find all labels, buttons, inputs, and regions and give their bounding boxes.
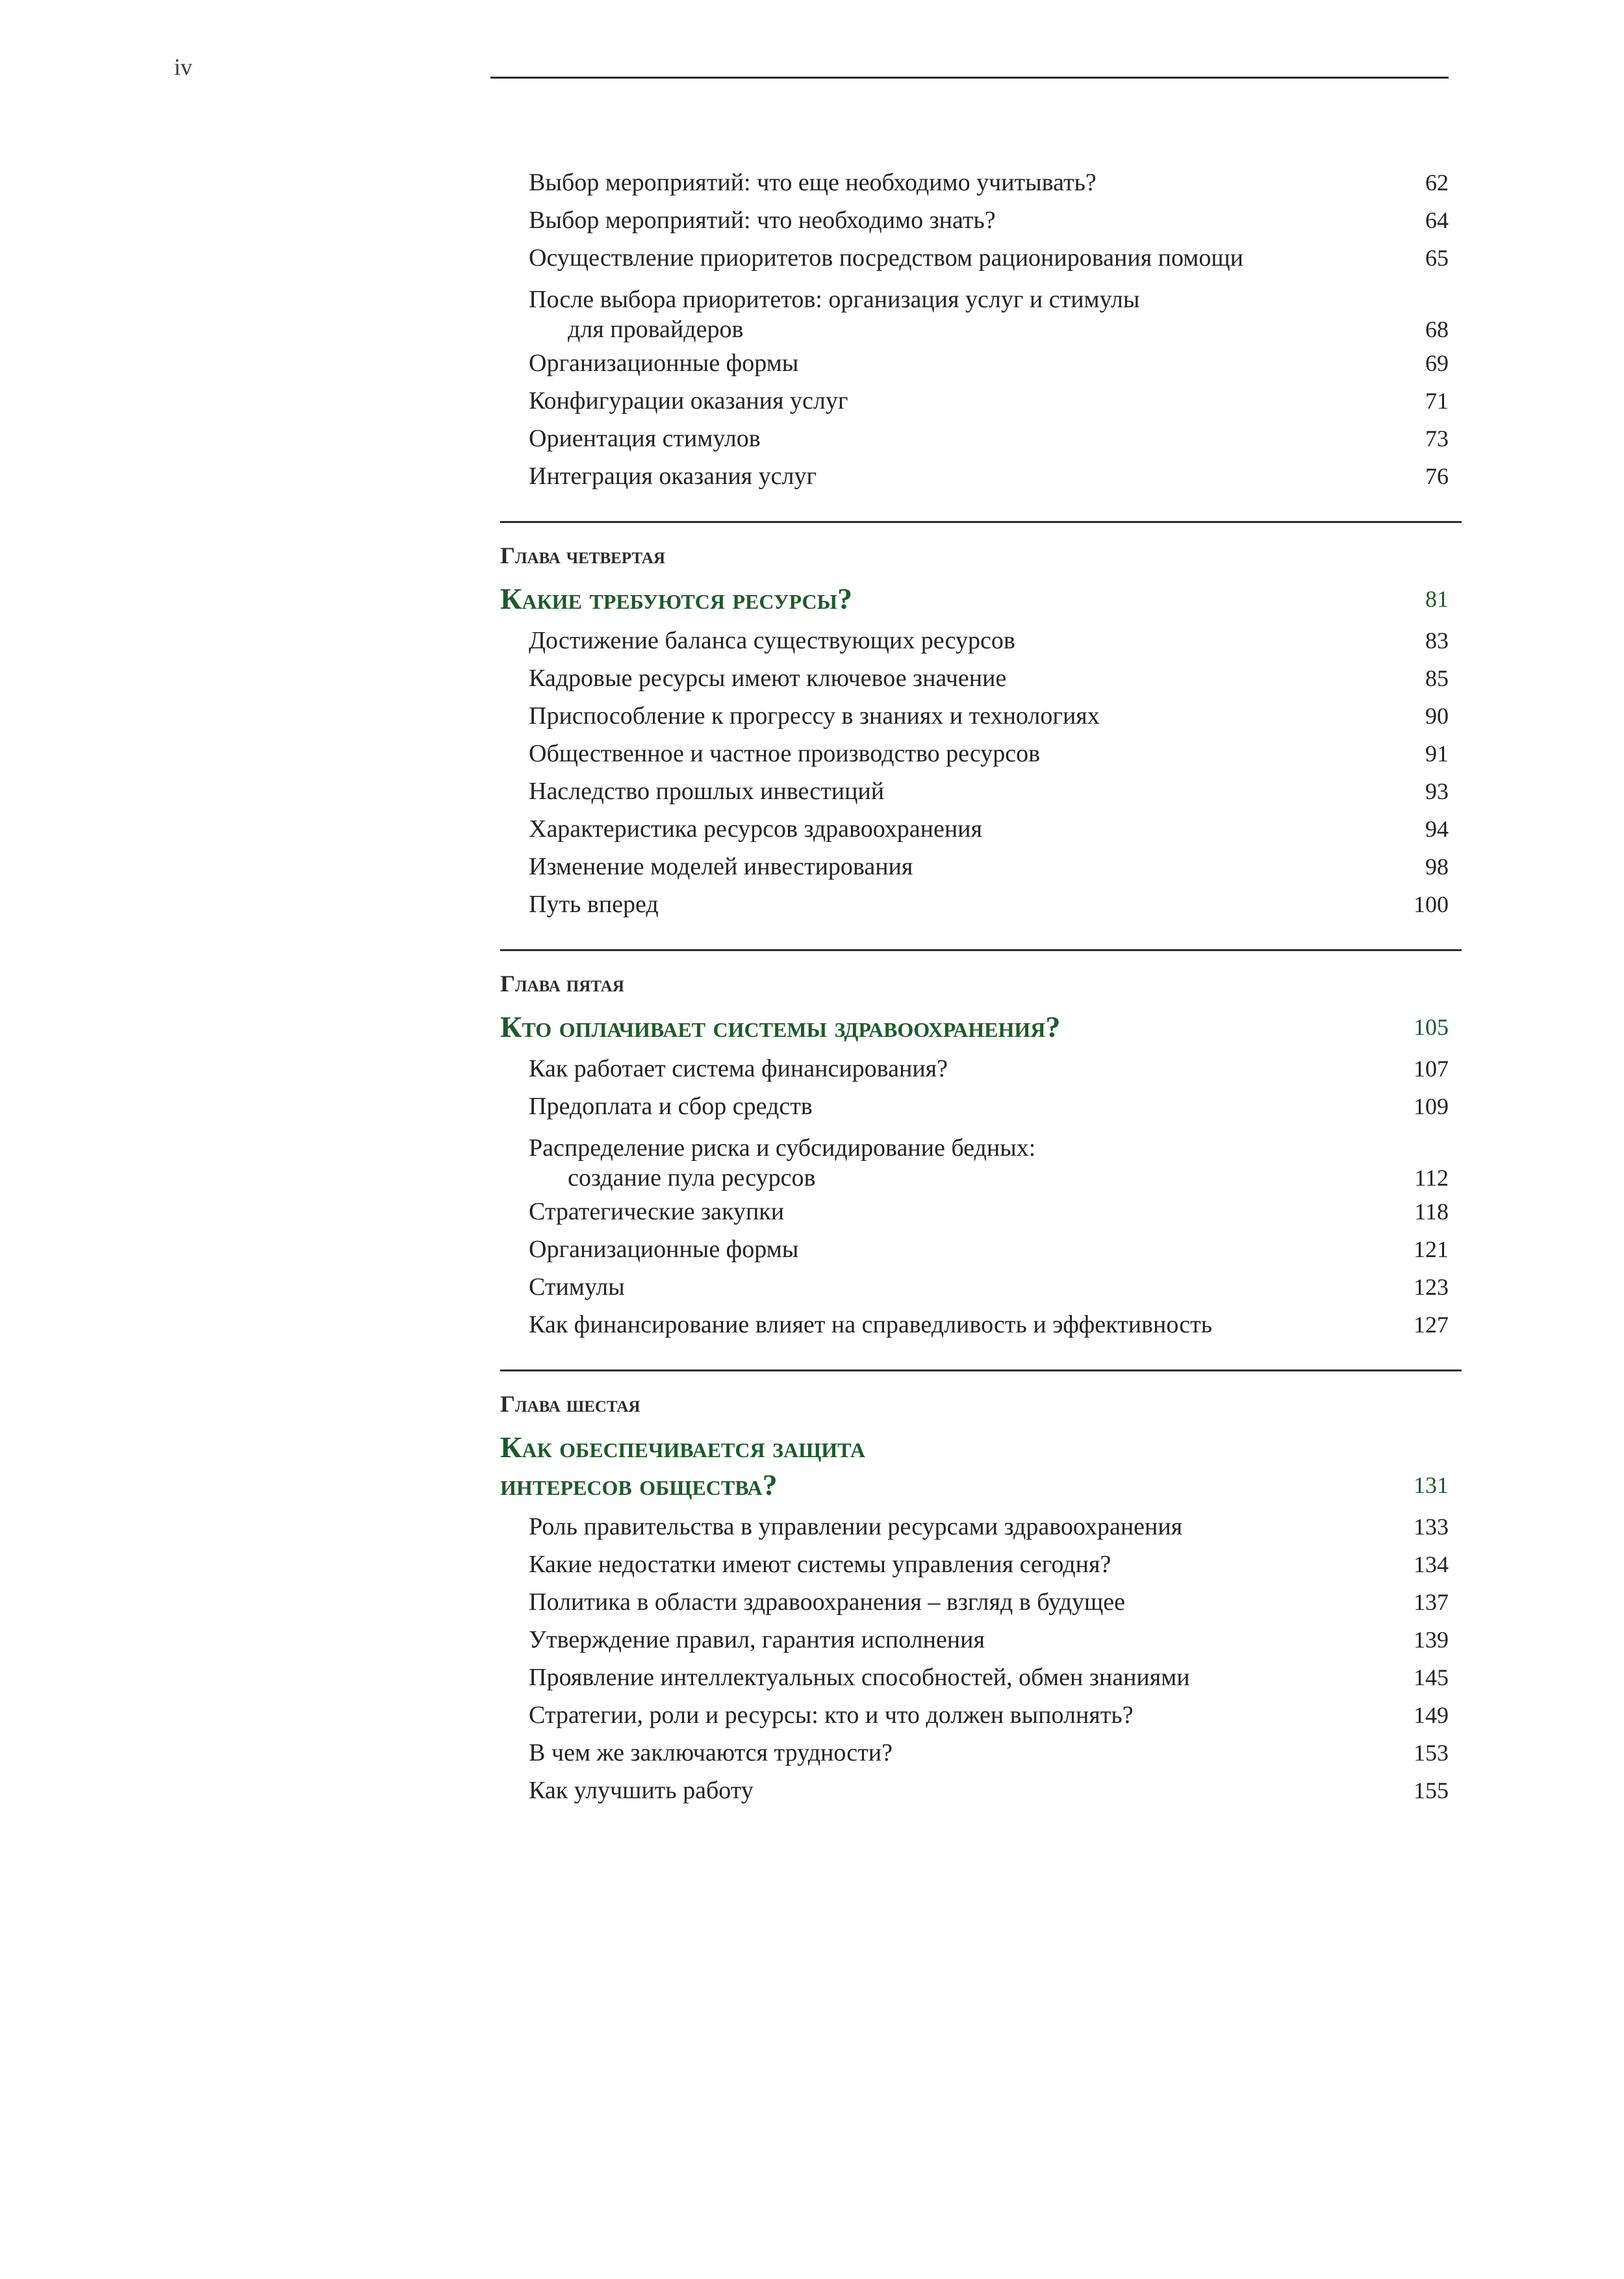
toc-entry-page: 133 (1414, 1514, 1449, 1540)
toc-entry-page: 62 (1425, 170, 1449, 196)
toc-entry-title: Выбор мероприятий: что необходимо знать? (529, 207, 996, 234)
toc-entry-title-continuation: создание пула ресурсов (568, 1164, 816, 1191)
chapter-label: Глава четвертая (500, 542, 665, 568)
toc-entry[interactable] (529, 420, 1462, 457)
chapter-title-line: интересов общества? (500, 1468, 778, 1501)
toc-entry-page: 123 (1414, 1274, 1449, 1300)
toc-entry-title: Стратегические закупки (529, 1198, 785, 1225)
chapter-title (500, 1429, 865, 1504)
chapter-page: 81 (1425, 586, 1449, 612)
toc-entry-title: Осуществление приоритетов посредством рационирования помощи (529, 244, 1243, 272)
toc-entry-title: Кадровые ресурсы имеют ключевое значение (529, 665, 1007, 692)
toc-entry[interactable] (529, 772, 1462, 810)
toc-entry[interactable] (529, 1088, 1462, 1125)
toc-entry-page: 112 (1414, 1165, 1449, 1191)
toc-entry-title-continuation: для провайдеров (568, 316, 744, 343)
intro-entries (500, 164, 1462, 495)
toc-entry[interactable] (529, 697, 1462, 735)
toc-entry-page: 94 (1425, 816, 1449, 842)
toc-entry[interactable] (529, 622, 1462, 659)
toc-entry-page: 90 (1425, 703, 1449, 729)
toc-entry-page: 118 (1414, 1199, 1449, 1225)
toc-entry-title: Приспособление к прогрессу в знаниях и технологиях (529, 702, 1100, 730)
toc-entry-title: Конфигурации оказания услуг (529, 387, 848, 414)
toc-entry-title: Наследство прошлых инвестиций (529, 778, 885, 805)
toc-entry-page: 155 (1414, 1777, 1449, 1803)
chapter-section-5 (500, 949, 1462, 1343)
chapter-heading[interactable] (500, 1008, 1462, 1046)
toc-entry-title: Организационные формы (529, 1236, 799, 1263)
toc-entry[interactable] (529, 1508, 1462, 1546)
chapter-label: Глава шестая (500, 1391, 641, 1417)
chapter-title-line: Как обеспечивается защита (500, 1431, 866, 1464)
toc-entry-page: 153 (1414, 1740, 1449, 1766)
toc-entry[interactable] (529, 1193, 1462, 1230)
toc-entry-page: 134 (1414, 1551, 1449, 1577)
toc-entry-page: 127 (1414, 1312, 1449, 1338)
toc-entry-page: 73 (1425, 426, 1449, 452)
chapter-title (500, 1008, 1060, 1046)
toc-entry-page: 91 (1425, 741, 1449, 767)
toc-entry-page: 139 (1414, 1627, 1449, 1653)
toc-entry[interactable] (529, 277, 1462, 344)
chapter-heading[interactable] (500, 580, 1462, 618)
toc-entry[interactable] (529, 810, 1462, 848)
toc-entry-title: Распределение риска и субсидирование бедных: (529, 1134, 1036, 1162)
toc-entry-title: Утверждение правил, гарантия исполнения (529, 1626, 985, 1653)
toc-entry-title: В чем же заключаются трудности? (529, 1739, 893, 1766)
toc-entry-title: Организационные формы (529, 350, 799, 377)
toc-entry-page: 64 (1425, 207, 1449, 233)
toc-entry-title: Как финансирование влияет на справедливость и эффективность (529, 1311, 1213, 1338)
toc-entry-title: Стимулы (529, 1273, 625, 1301)
toc-entry[interactable] (529, 1772, 1462, 1809)
toc-entry[interactable] (529, 1621, 1462, 1659)
toc-entry-title: Как работает система финансирования? (529, 1055, 948, 1082)
toc-entry-page: 137 (1414, 1589, 1449, 1615)
toc-entry[interactable] (529, 1268, 1462, 1306)
section-rule (500, 1369, 1462, 1371)
toc-entry-page: 100 (1414, 891, 1449, 917)
toc-entry-page: 83 (1425, 628, 1449, 654)
toc-entry-title: После выбора приоритетов: организация услуг и стимулы (529, 286, 1140, 313)
toc-entry[interactable] (529, 735, 1462, 772)
toc-entry-page: 107 (1414, 1056, 1449, 1082)
page-number: iv (174, 54, 193, 80)
toc-entry-title: Как улучшить работу (529, 1777, 754, 1804)
toc-entry-title: Политика в области здравоохранения – взгляд в будущее (529, 1588, 1126, 1616)
chapter-title (500, 580, 852, 618)
toc-entry[interactable] (529, 659, 1462, 697)
toc-entry[interactable] (529, 1734, 1462, 1772)
toc-entry-title: Выбор мероприятий: что еще необходимо учитывать? (529, 169, 1097, 196)
toc-entry-page: 76 (1425, 463, 1449, 489)
toc-entry[interactable] (529, 1696, 1462, 1734)
toc-entry[interactable] (529, 344, 1462, 382)
toc-entry[interactable] (529, 1230, 1462, 1268)
toc-entry-page: 68 (1425, 316, 1449, 342)
toc-entry[interactable] (529, 382, 1462, 420)
toc-entry-page: 121 (1414, 1236, 1449, 1262)
toc-entry-title: Изменение моделей инвестирования (529, 853, 913, 880)
toc-entry-title: Достижение баланса существующих ресурсов (529, 627, 1015, 654)
toc-entry-page: 149 (1414, 1702, 1449, 1728)
chapter-label: Глава пятая (500, 971, 624, 997)
toc-entry-page: 69 (1425, 350, 1449, 376)
toc-entry-page: 145 (1414, 1664, 1449, 1690)
chapter-heading[interactable] (500, 1429, 1462, 1504)
toc-entry[interactable] (529, 1659, 1462, 1696)
chapter-title-line: Кто оплачивает системы здравоохранения? (500, 1010, 1061, 1043)
toc-entry-title: Ориентация стимулов (529, 425, 761, 452)
chapter-title-line: Какие требуются ресурсы? (500, 582, 852, 615)
toc-entry-page: 93 (1425, 778, 1449, 804)
toc-entry[interactable] (529, 885, 1462, 923)
chapter-section-4 (500, 521, 1462, 923)
toc-entry[interactable] (529, 1306, 1462, 1343)
chapter-page: 105 (1414, 1014, 1449, 1040)
toc-entry-page: 98 (1425, 854, 1449, 880)
toc-entry-title: Предоплата и сбор средств (529, 1093, 813, 1120)
toc-entry[interactable] (529, 457, 1462, 495)
toc-entry-title: Путь вперед (529, 891, 659, 918)
toc-entry[interactable] (529, 239, 1462, 277)
toc-entry-title: Какие недостатки имеют системы управления сегодня? (529, 1551, 1111, 1578)
toc-entry[interactable] (529, 1050, 1462, 1088)
toc-entry-title: Интеграция оказания услуг (529, 463, 817, 490)
toc-entry[interactable] (529, 1546, 1462, 1583)
header-rule (490, 77, 1449, 79)
table-of-contents (500, 164, 1462, 1809)
toc-entry-page: 65 (1425, 245, 1449, 271)
toc-entry-title: Общественное и частное производство ресурсов (529, 740, 1041, 767)
toc-entry-title: Роль правительства в управлении ресурсами здравоохранения (529, 1513, 1183, 1540)
section-rule (500, 521, 1462, 523)
toc-entry[interactable] (529, 201, 1462, 239)
toc-entry-title: Характеристика ресурсов здравоохранения (529, 815, 982, 843)
section-rule (500, 949, 1462, 951)
toc-entry-page: 71 (1425, 388, 1449, 414)
toc-entry[interactable] (529, 164, 1462, 201)
toc-entry[interactable] (529, 1125, 1462, 1193)
toc-entry[interactable] (529, 848, 1462, 885)
toc-entry-page: 109 (1414, 1093, 1449, 1119)
toc-entry[interactable] (529, 1583, 1462, 1621)
toc-entry-page: 85 (1425, 665, 1449, 691)
toc-entry-title: Стратегии, роли и ресурсы: кто и что должен выполнять? (529, 1701, 1134, 1729)
chapter-section-6 (500, 1369, 1462, 1809)
toc-entry-title: Проявление интеллектуальных способностей, обмен знаниями (529, 1664, 1190, 1691)
chapter-page: 131 (1414, 1472, 1449, 1498)
